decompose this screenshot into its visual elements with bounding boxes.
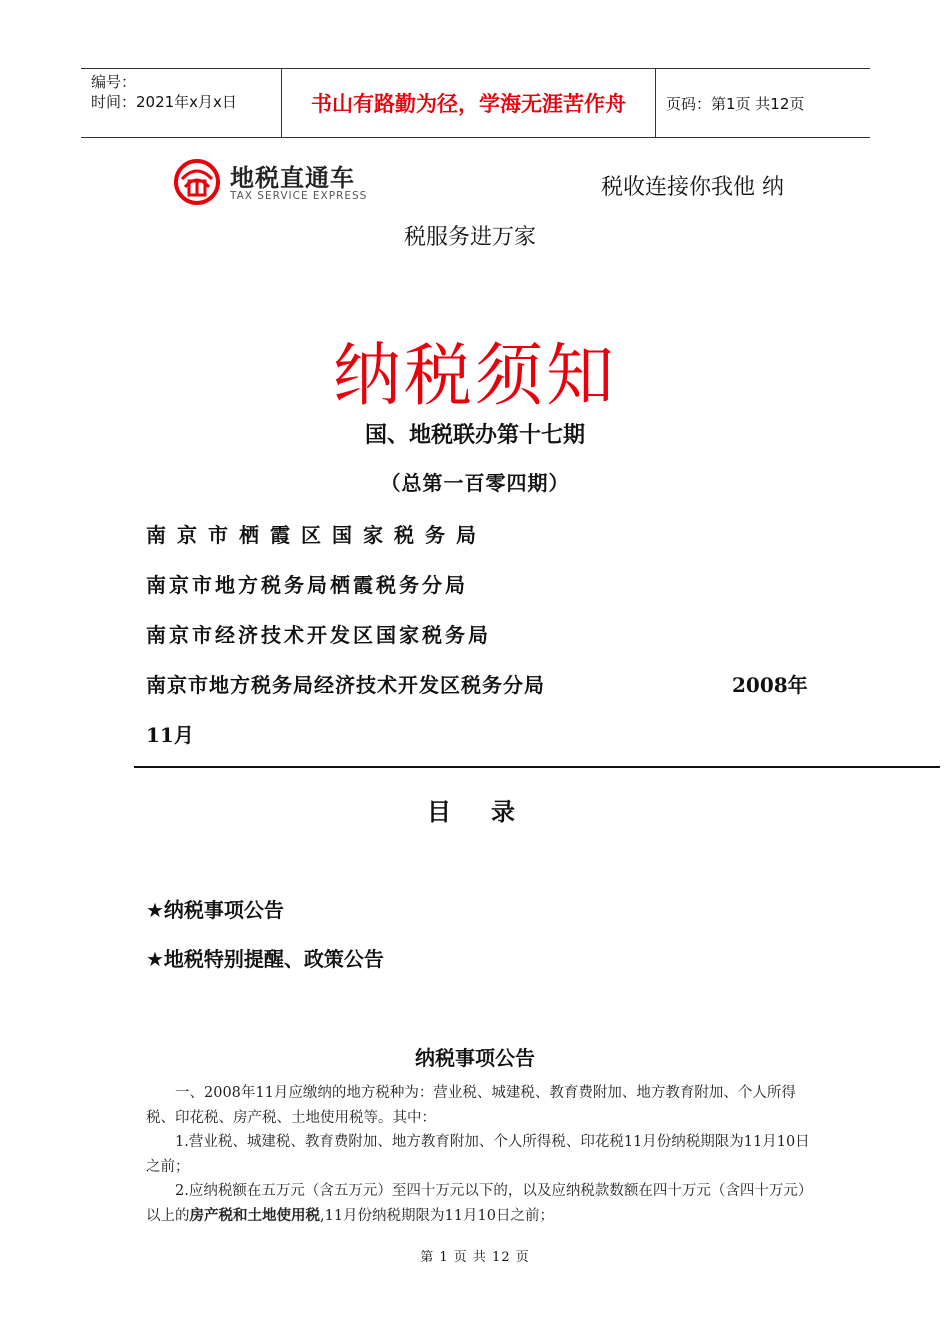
section-body [146, 1081, 810, 1228]
organization-3: 南京市经济技术开发区国家税务局 [146, 623, 491, 647]
toc-title: 目录 [427, 798, 555, 826]
document-title: 纳税须知 [332, 337, 617, 416]
header-number: 编号： [91, 73, 137, 91]
divider [134, 766, 940, 768]
header-meta [81, 69, 282, 137]
header-page-code: 页码：第1页 共12页 [666, 94, 805, 113]
section-title: 纳税事项公告 [415, 1046, 535, 1070]
emphasis-text: 房产税和土地使用税 [189, 1206, 320, 1224]
issue-date-month: 11月 [146, 723, 194, 747]
toc-item[interactable]: ★地税特别提醒、政策公告 [146, 947, 384, 971]
slogan-line-1: 税收连接你我他 纳 [601, 175, 784, 200]
paragraph: 1.营业税、城建税、教育费附加、地方教育附加、个人所得税、印花税11月份纳税期限为11月10日之前； [146, 1134, 810, 1175]
organization-2: 南京市地方税务局栖霞税务分局 [146, 573, 468, 597]
logo-emblem-icon [172, 157, 222, 207]
page-footer: 第 1 页 共 12 页 [420, 1250, 530, 1265]
issue-date-year: 2008年 [732, 673, 808, 697]
paragraph-text: 2.应纳税额在五万元（含五万元）至四十万元以下的，以及应纳税款数额在四十万元（含四十万元）以上的 [146, 1183, 806, 1224]
paragraph: 一、2008年11月应缴纳的地方税种为：营业税、城建税、教育费附加、地方教育附加、个人所得税、印花税、房产税、土地使用税等。其中： [146, 1085, 796, 1126]
toc-item[interactable]: ★纳税事项公告 [146, 898, 284, 922]
issue-number: 国、地税联办第十七期 [364, 423, 585, 448]
logo-english: TAX SERVICE EXPRESS [230, 190, 368, 202]
organization-4: 南京市地方税务局经济技术开发区税务分局 [146, 673, 545, 697]
paragraph-text: ,11月份纳税期限为11月10日之前； [320, 1207, 554, 1224]
tax-express-logo [172, 155, 372, 209]
logo-name: 地税直通车 [230, 164, 355, 192]
paragraph [146, 1179, 810, 1228]
header-motto: 书山有路勤为径，学海无涯苦作舟 [282, 69, 656, 137]
header-time: 时间：2021年x月x日 [91, 93, 237, 111]
document-header [81, 68, 870, 138]
organization-1: 南京市栖霞区国家税务局 [146, 523, 487, 547]
issue-total: （总第一百零四期） [380, 471, 570, 495]
slogan-line-2: 税服务进万家 [404, 225, 537, 250]
